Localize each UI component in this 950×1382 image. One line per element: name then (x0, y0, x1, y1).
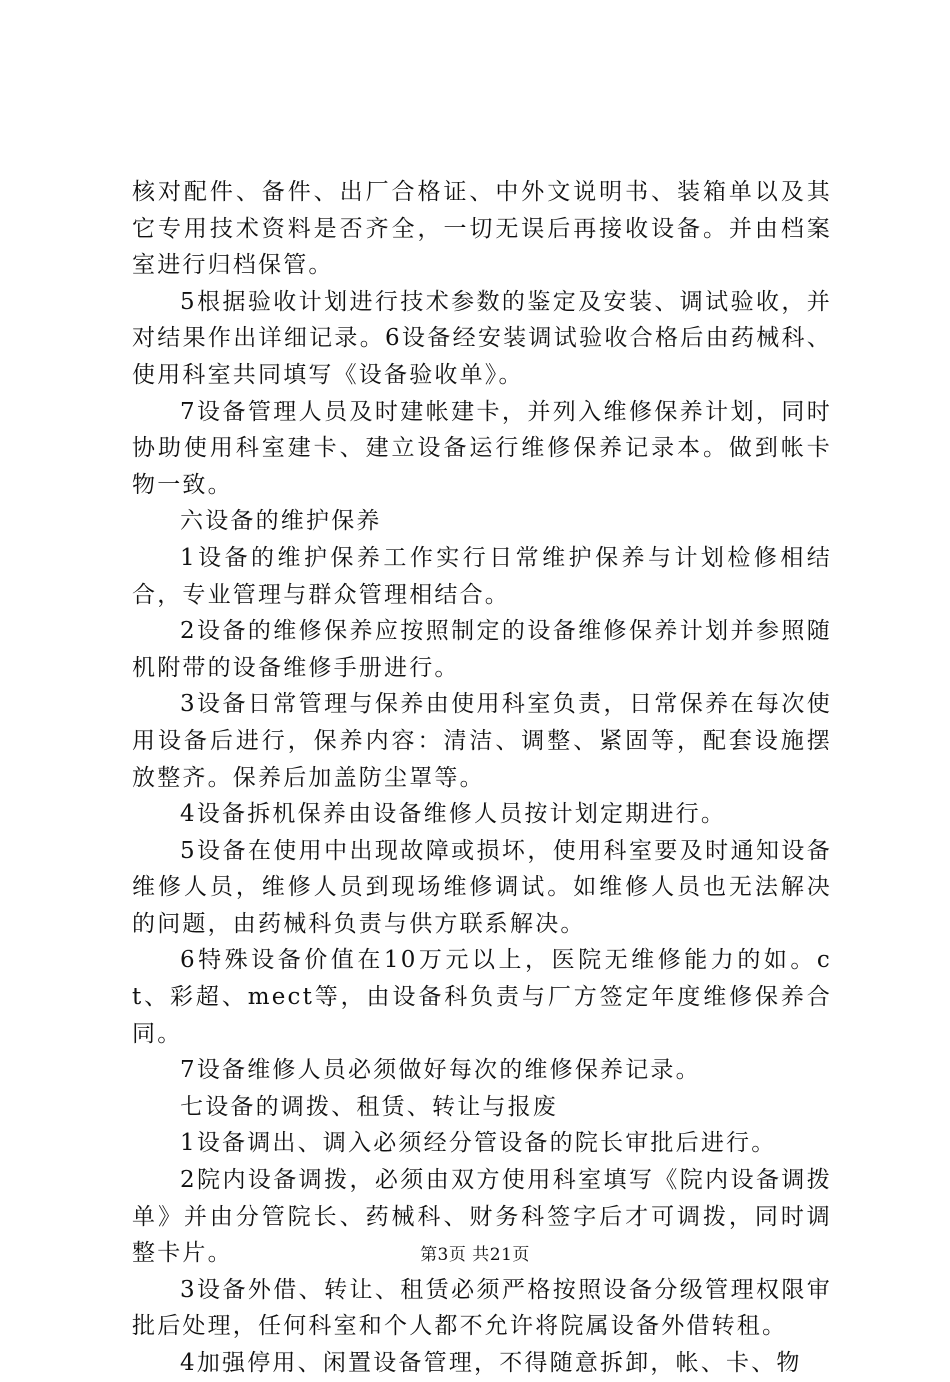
paragraph: 1设备的维护保养工作实行日常维护保养与计划检修相结合，专业管理与群众管理相结合。 (132, 544, 832, 608)
paragraph: 7设备维修人员必须做好每次的维修保养记录。 (180, 1057, 701, 1084)
section-heading: 七设备的调拨、租赁、转让与报废 (180, 1093, 558, 1120)
paragraph: 1设备调出、调入必须经分管设备的院长审批后进行。 (180, 1130, 777, 1157)
paragraph: 4设备拆机保养由设备维修人员按计划定期进行。 (180, 801, 727, 828)
page-footer (0, 1240, 950, 1265)
paragraph: 4加强停用、闲置设备管理，不得随意拆卸，帐、卡、物 (180, 1350, 802, 1376)
paragraph: 2设备的维修保养应按照制定的设备维修保养计划并参照随机附带的设备维修手册进行。 (132, 618, 832, 681)
paragraph: 7设备管理人员及时建帐建卡，并列入维修保养计划，同时协助使用科室建卡、建立设备运行维修保养记录本。做到帐卡物一致。 (132, 398, 832, 498)
document-body (132, 174, 832, 1382)
paragraph: 2院内设备调拨，必须由双方使用科室填写《院内设备调拨单》并由分管院长、药械科、财务科签字后才可调拨，同时调整卡片。 (132, 1167, 832, 1267)
paragraph: 核对配件、备件、出厂合格证、中外文说明书、装箱单以及其它专用技术资料是否齐全，一切无误后再接收设备。并由档案室进行归档保管。 (132, 179, 832, 279)
paragraph: 3设备日常管理与保养由使用科室负责，日常保养在每次使用设备后进行，保养内容：清洁、调整、紧固等，配套设施摆放整齐。保养后加盖防尘罩等。 (132, 691, 832, 791)
paragraph: 6特殊设备价值在10万元以上，医院无维修能力的如。ct、彩超、mect等，由设备科负责与厂方签定年度维修保养合同。 (132, 947, 832, 1047)
section-heading: 六设备的维护保养 (180, 508, 382, 535)
paragraph: 5根据验收计划进行技术参数的鉴定及安装、调试验收，并对结果作出详细记录。6设备经安装调试验收合格后由药械科、使用科室共同填写《设备验收单》。 (132, 288, 832, 388)
paragraph: 5设备在使用中出现故障或损坏，使用科室要及时通知设备维修人员，维修人员到现场维修调试。如维修人员也无法解决的问题，由药械科负责与供方联系解决。 (132, 837, 832, 937)
paragraph: 3设备外借、转让、租赁必须严格按照设备分级管理权限审批后处理，任何科室和个人都不允许将院属设备外借转租。 (132, 1276, 832, 1340)
page-number: 第3页 共21页 (420, 1245, 530, 1265)
